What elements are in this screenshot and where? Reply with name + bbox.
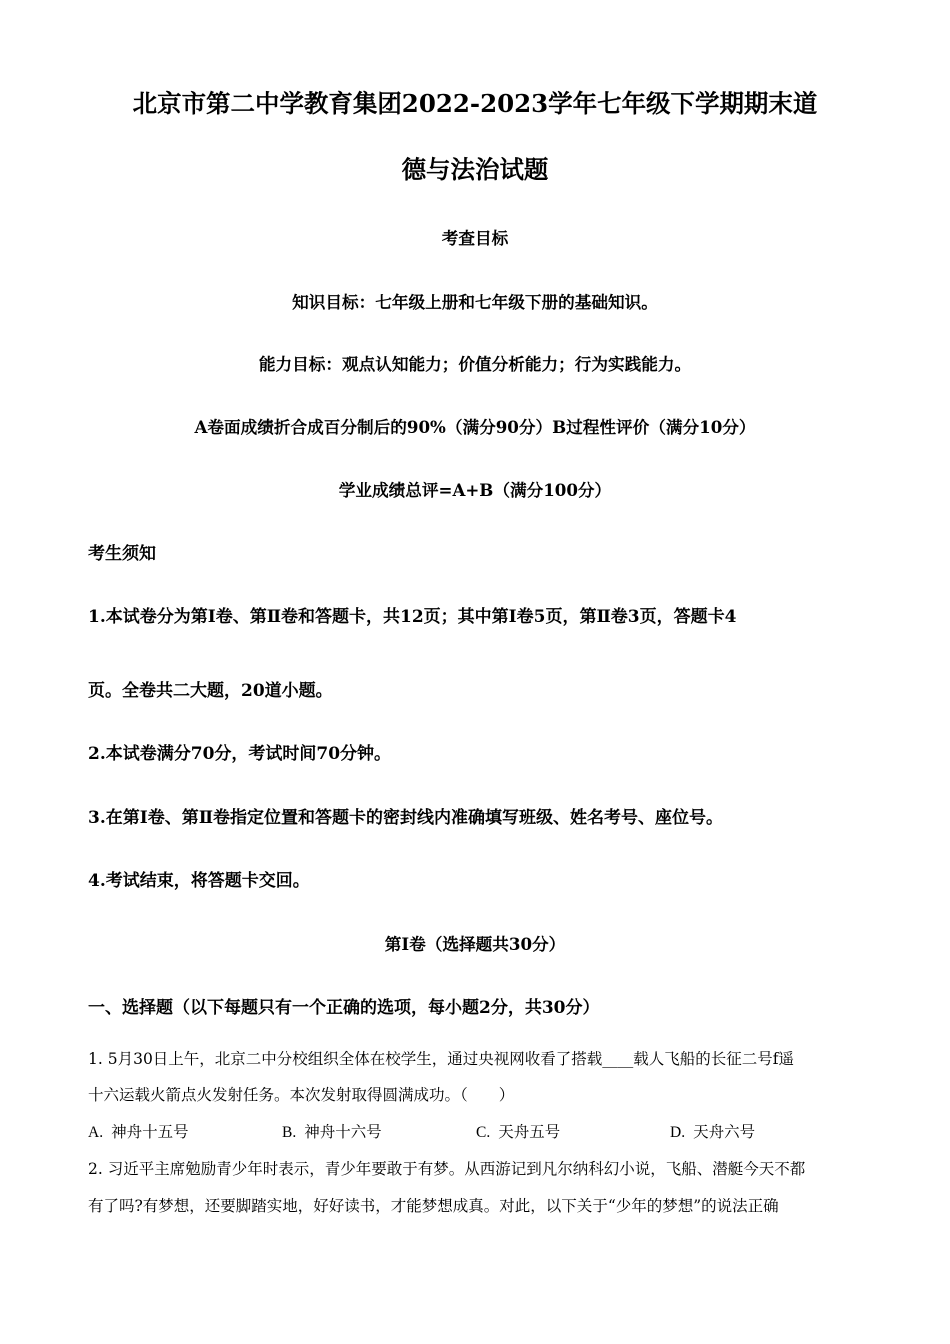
option-letter: B. [282,1124,297,1141]
notice-item-1-line-1: 1.本试卷分为第Ⅰ卷、第Ⅱ卷和答题卡，共12页；其中第Ⅰ卷5页，第Ⅱ卷3页，答题卡4 [88,607,737,627]
total-score-formula: 学业成绩总评=A+B（满分100分） [338,480,612,500]
question-1-line-2: 十六运载火箭点火发射任务。本次发射取得圆满成功。（ ） [88,1086,515,1104]
notice-item-4: 4.考试结束，将答题卡交回。 [88,871,310,891]
scoring-rule: A卷面成绩折合成百分制后的90%（满分90分）B过程性评价（满分10分） [194,417,756,437]
notice-heading: 考生须知 [88,544,156,564]
notice-item-1-line-2: 页。全卷共二大题，20道小题。 [88,681,333,701]
question-2-line-2: 有了吗?有梦想，还要脚踏实地，好好读书，才能梦想成真。对此，以下关于“少年的梦想”的说法正确 [88,1197,779,1215]
ability-objective: 能力目标：观点认知能力；价值分析能力；行为实践能力。 [258,354,692,374]
option-text: 神舟十六号 [304,1123,382,1141]
notice-item-3: 3.在第Ⅰ卷、第Ⅱ卷指定位置和答题卡的密封线内准确填写班级、姓名考号、座位号。 [88,808,724,828]
question-1-option-a [88,1125,189,1141]
question-2-line-1: 2. 习近平主席勉励青少年时表示，青少年要敢于有梦。从西游记到凡尔纳科幻小说，飞船、潜艇今天不都 [88,1160,806,1178]
option-letter: C. [476,1124,491,1141]
knowledge-objective: 知识目标：七年级上册和七年级下册的基础知识。 [292,292,658,312]
option-text: 天舟六号 [693,1123,756,1141]
doc-title-line-2: 德与法治试题 [401,155,549,184]
option-letter: D. [670,1124,686,1141]
question-1-option-b [282,1125,382,1141]
part-1-heading: 一、选择题（以下每题只有一个正确的选项，每小题2分，共30分） [88,998,600,1018]
option-text: 天舟五号 [498,1123,561,1141]
question-1-line-1: 1. 5月30日上午，北京二中分校组织全体在校学生，通过央视网收看了搭载____载人飞船的长征二号f遥 [88,1050,795,1068]
notice-item-2: 2.本试卷满分70分，考试时间70分钟。 [88,744,392,764]
question-1-option-d [670,1125,755,1141]
doc-title-line-1: 北京市第二中学教育集团2022-2023学年七年级下学期期末道 [132,89,818,118]
option-text: 神舟十五号 [111,1123,189,1141]
question-1-option-c [476,1125,560,1141]
option-letter: A. [88,1124,104,1141]
section-1-title: 第Ⅰ卷（选择题共30分） [384,934,566,954]
objectives-heading: 考查目标 [441,228,509,248]
